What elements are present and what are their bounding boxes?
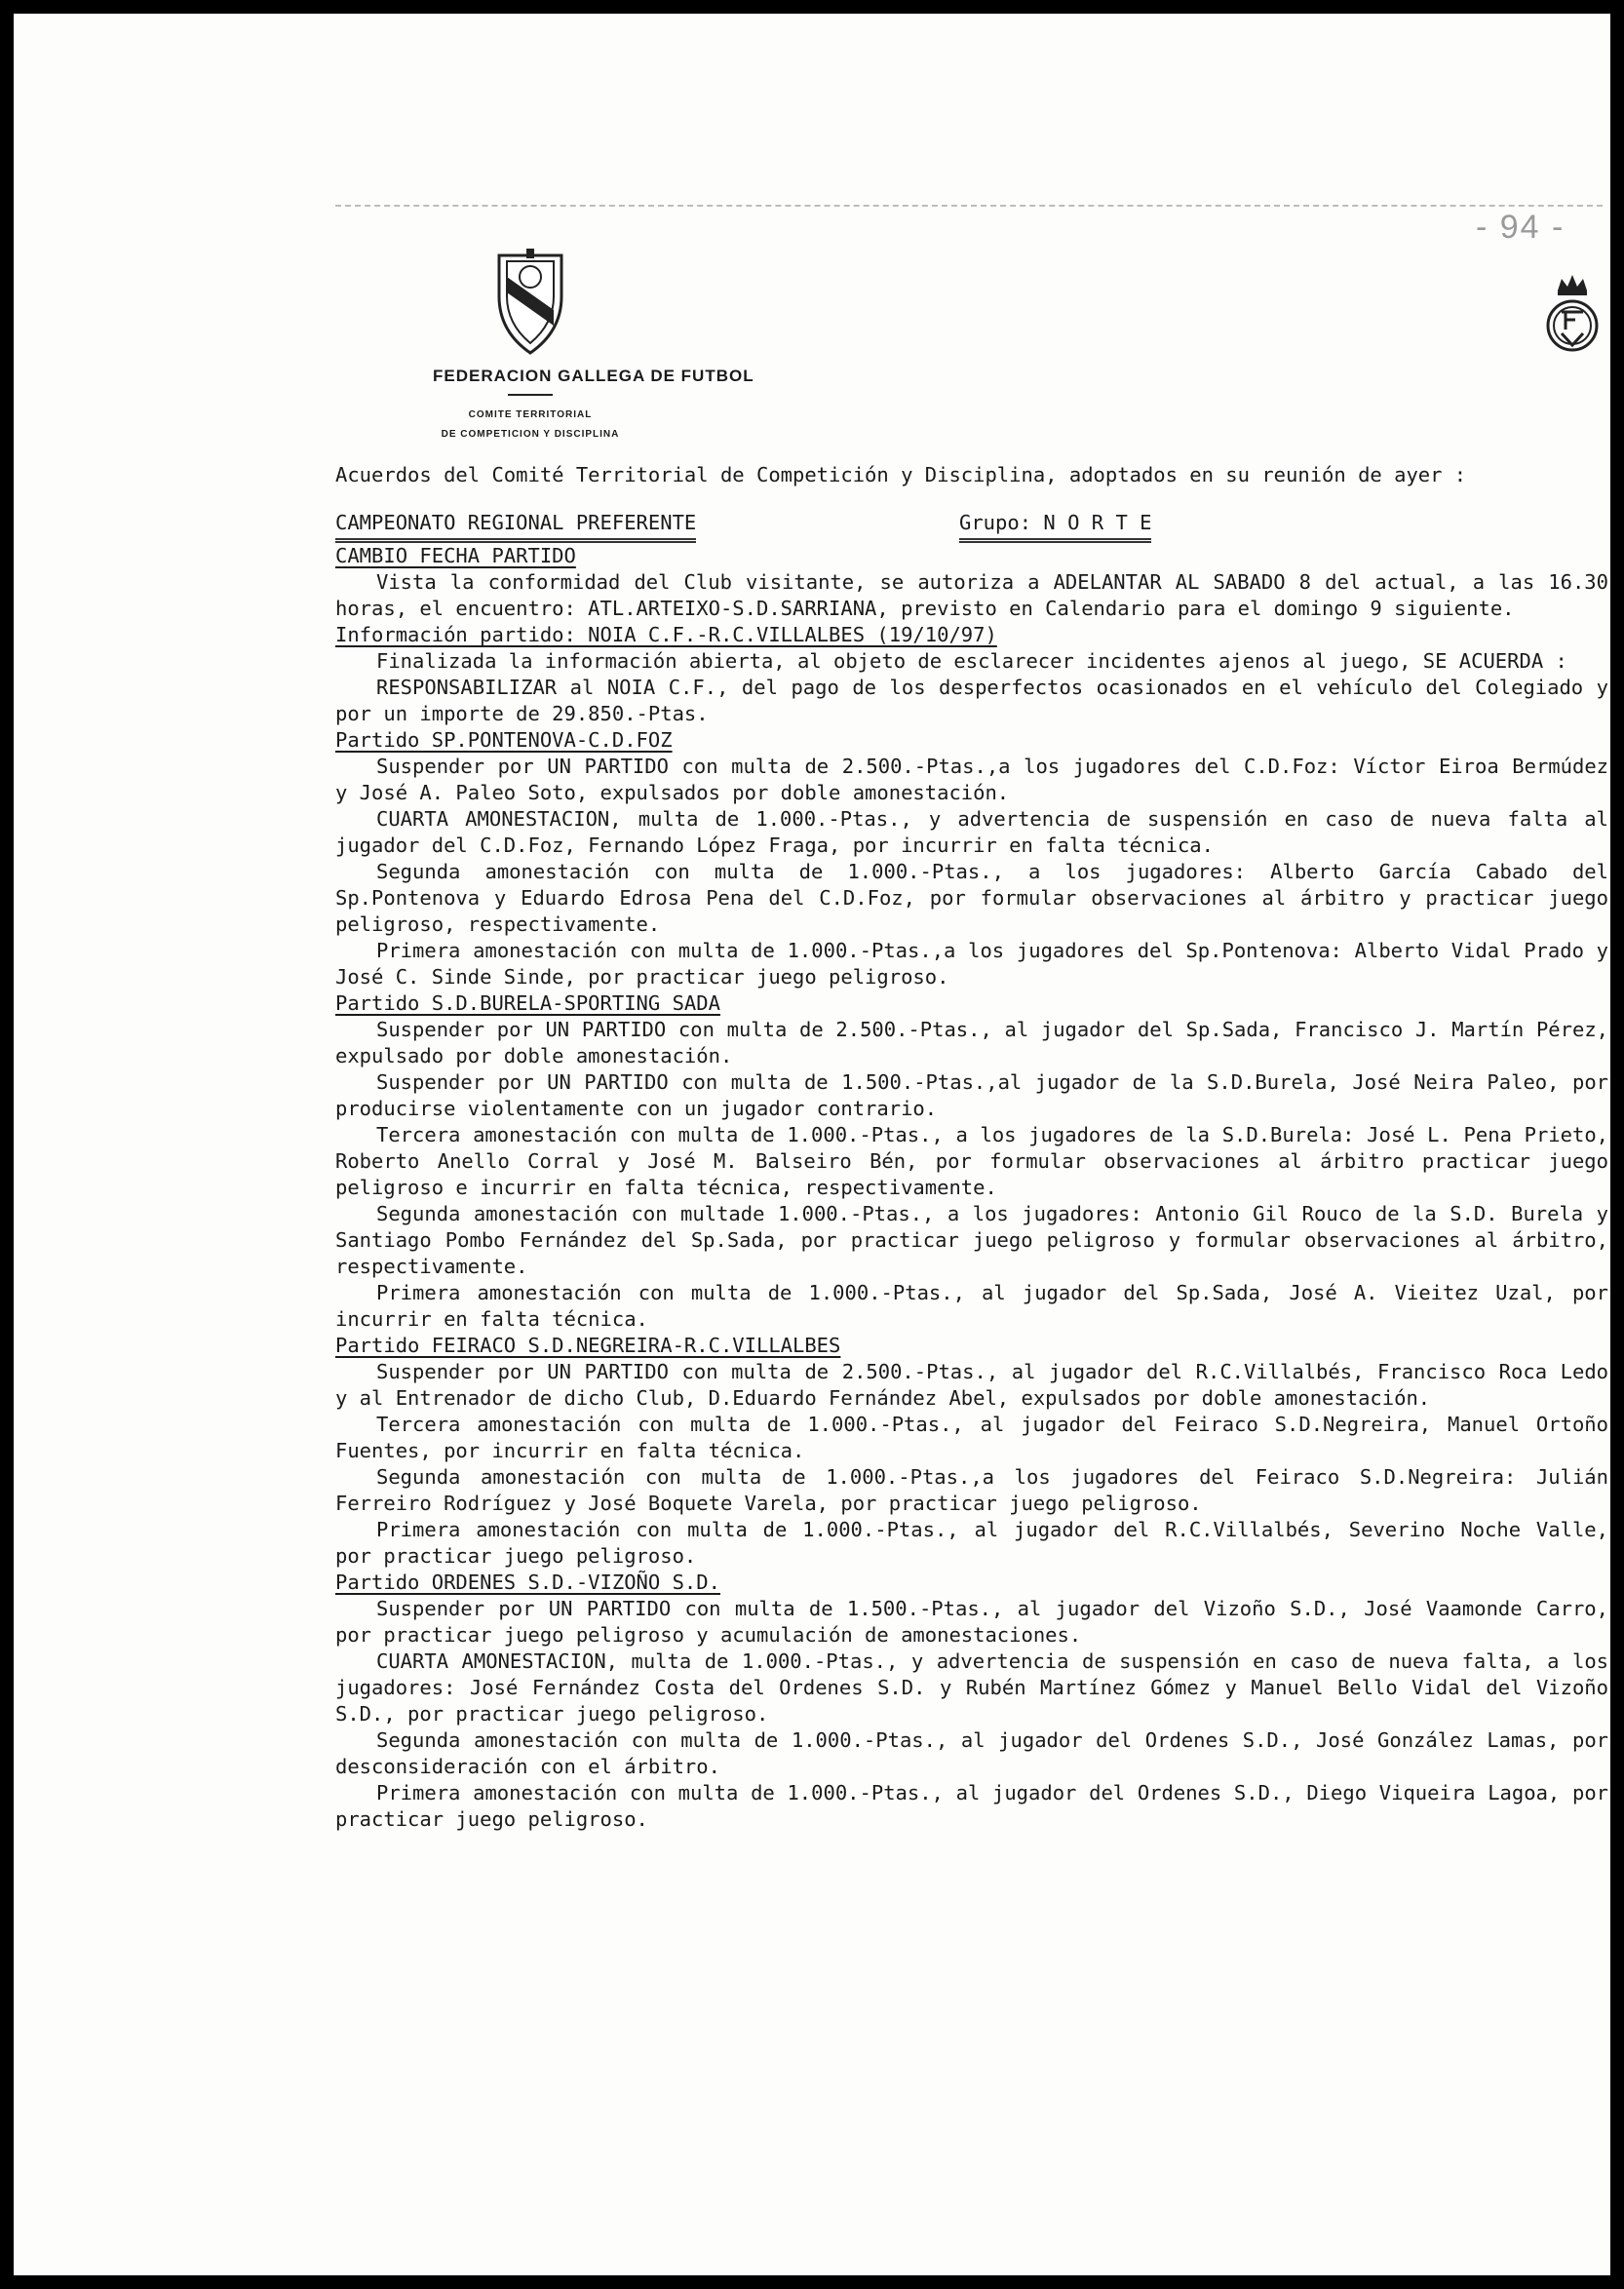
section-paragraph: Segunda amonestación con multade 1.000.-Ptas., a los jugadores: Antonio Gil Rouco de la S.D. Burela y Santiago Pombo Fernández del Sp.Sada, por practicar juego peligroso y formular observaciones al árbitro, respectivamente. bbox=[335, 1202, 1608, 1278]
committee-line-1: COMITE TERRITORIAL bbox=[468, 409, 593, 420]
section-paragraph: CUARTA AMONESTACION, multa de 1.000.-Ptas., y advertencia de suspensión en caso de nueva falta al jugador del C.D.Foz, Fernando López Fraga, por incurrir en falta técnica. bbox=[335, 807, 1608, 857]
section-paragraph: Segunda amonestación con multa de 1.000.-Ptas., al jugador del Ordenes S.D., José González Lamas, por desconsideración con el árbitro. bbox=[335, 1728, 1608, 1778]
section-paragraph: Primera amonestación con multa de 1.000.-Ptas., al jugador del Ordenes S.D., Diego Viqueira Lagoa, por practicar juego peligroso. bbox=[335, 1781, 1608, 1831]
federation-shield-icon bbox=[493, 248, 567, 357]
section-paragraph: Suspender por UN PARTIDO con multa de 2.500.-Ptas., al jugador del R.C.Villalbés, Francisco Roca Ledo y al Entrenador de dicho Club, D.Eduardo Fernández Abel, expulsados por doble amonestación. bbox=[335, 1360, 1608, 1410]
committee-line-2: DE COMPETICION Y DISCIPLINA bbox=[441, 429, 620, 440]
championship-group: Grupo: N O R T E bbox=[959, 510, 1151, 543]
championship-row bbox=[335, 510, 1608, 543]
section-paragraph: Suspender por UN PARTIDO con multa de 2.500.-Ptas., al jugador del Sp.Sada, Francisco J. Martín Pérez, expulsado por doble amonestación. bbox=[335, 1018, 1608, 1067]
section-heading: Partido FEIRACO S.D.NEGREIRA-R.C.VILLALBES bbox=[335, 1334, 841, 1357]
letterhead-rule bbox=[508, 394, 553, 396]
top-divider bbox=[335, 205, 1603, 207]
crown-crest-icon bbox=[1544, 269, 1601, 359]
section-heading: Partido SP.PONTENOVA-C.D.FOZ bbox=[335, 728, 673, 752]
document-page bbox=[14, 14, 1610, 2275]
section-paragraph: Finalizada la información abierta, al objeto de esclarecer incidentes ajenos al juego, SE ACUERDA : bbox=[376, 649, 1567, 673]
document-body bbox=[335, 462, 1608, 1833]
rfef-emblem bbox=[1544, 269, 1601, 363]
section-paragraph: Primera amonestación con multa de 1.000.-Ptas.,a los jugadores del Sp.Pontenova: Alberto Vidal Prado y José C. Sinde Sinde, por practicar juego peligroso. bbox=[335, 939, 1608, 989]
section-heading: Partido ORDENES S.D.-VIZOÑO S.D. bbox=[335, 1571, 720, 1594]
page-number: - 94 - bbox=[1476, 209, 1566, 246]
intro-text: Acuerdos del Comité Territorial de Competición y Disciplina, adoptados en su reunión de ayer : bbox=[335, 463, 1467, 486]
federation-letterhead bbox=[433, 248, 754, 445]
section-paragraph: Vista la conformidad del Club visitante, se autoriza a ADELANTAR AL SABADO 8 del actual, a las 16.30 horas, el encuentro: ATL.ARTEIXO-S.D.SARRIANA, previsto en Calendario para el domingo 9 siguiente. bbox=[335, 570, 1608, 620]
section-paragraph: Suspender por UN PARTIDO con multa de 1.500.-Ptas., al jugador del Vizoño S.D., José Vaamonde Carro, por practicar juego peligroso y acumulación de amonestaciones. bbox=[335, 1597, 1608, 1647]
section-heading: Partido S.D.BURELA-SPORTING SADA bbox=[335, 991, 720, 1015]
section-paragraph: Primera amonestación con multa de 1.000.-Ptas., al jugador del Sp.Sada, José A. Vieitez Uzal, por incurrir en falta técnica. bbox=[335, 1281, 1608, 1331]
section-paragraph: Segunda amonestación con multa de 1.000.-Ptas., a los jugadores: Alberto García Cabado del Sp.Pontenova y Eduardo Edrosa Pena del C.D.Foz, por formular observaciones al árbitro y practicar juego peligroso, respectivamente. bbox=[335, 860, 1608, 936]
section-heading: CAMBIO FECHA PARTIDO bbox=[335, 544, 576, 567]
section-paragraph: Tercera amonestación con multa de 1.000.-Ptas., a los jugadores de la S.D.Burela: José L. Pena Prieto, Roberto Anello Corral y José M. Balseiro Bén, por formular observaciones al árbitro practicar juego peligroso e incurrir en falta técnica, respectivamente. bbox=[335, 1123, 1608, 1199]
section-paragraph: Tercera amonestación con multa de 1.000.-Ptas., al jugador del Feiraco S.D.Negreira, Manuel Ortoño Fuentes, por incurrir en falta técnica. bbox=[335, 1413, 1608, 1462]
section-paragraph: CUARTA AMONESTACION, multa de 1.000.-Ptas., y advertencia de suspensión en caso de nueva falta, a los jugadores: José Fernández Costa del Ordenes S.D. y Rubén Martínez Gómez y Manuel Bello Vidal del Vizoño S.D., por practicar juego peligroso. bbox=[335, 1649, 1608, 1726]
section-paragraph: Suspender por UN PARTIDO con multa de 2.500.-Ptas.,a los jugadores del C.D.Foz: Víctor Eiroa Bermúdez y José A. Paleo Soto, expulsados por doble amonestación. bbox=[335, 755, 1608, 804]
section-paragraph: Primera amonestación con multa de 1.000.-Ptas., al jugador del R.C.Villalbés, Severino Noche Valle, por practicar juego peligroso. bbox=[335, 1518, 1608, 1568]
federation-name: FEDERACION GALLEGA DE FUTBOL bbox=[433, 367, 754, 385]
sections-container bbox=[335, 543, 1608, 1833]
section-paragraph: RESPONSABILIZAR al NOIA C.F., del pago de los desperfectos ocasionados en el vehículo del Colegiado y por un importe de 29.850.-Ptas. bbox=[335, 676, 1608, 725]
section-heading: Información partido: NOIA C.F.-R.C.VILLALBES (19/10/97) bbox=[335, 623, 997, 646]
championship-name: CAMPEONATO REGIONAL PREFERENTE bbox=[335, 510, 696, 543]
section-paragraph: Segunda amonestación con multa de 1.000.-Ptas.,a los jugadores del Feiraco S.D.Negreira: Julián Ferreiro Rodríguez y José Boquete Varela, por practicar juego peligroso. bbox=[335, 1465, 1608, 1515]
section-paragraph: Suspender por UN PARTIDO con multa de 1.500.-Ptas.,al jugador de la S.D.Burela, José Neira Paleo, por producirse violentamente con un jugador contrario. bbox=[335, 1070, 1608, 1120]
